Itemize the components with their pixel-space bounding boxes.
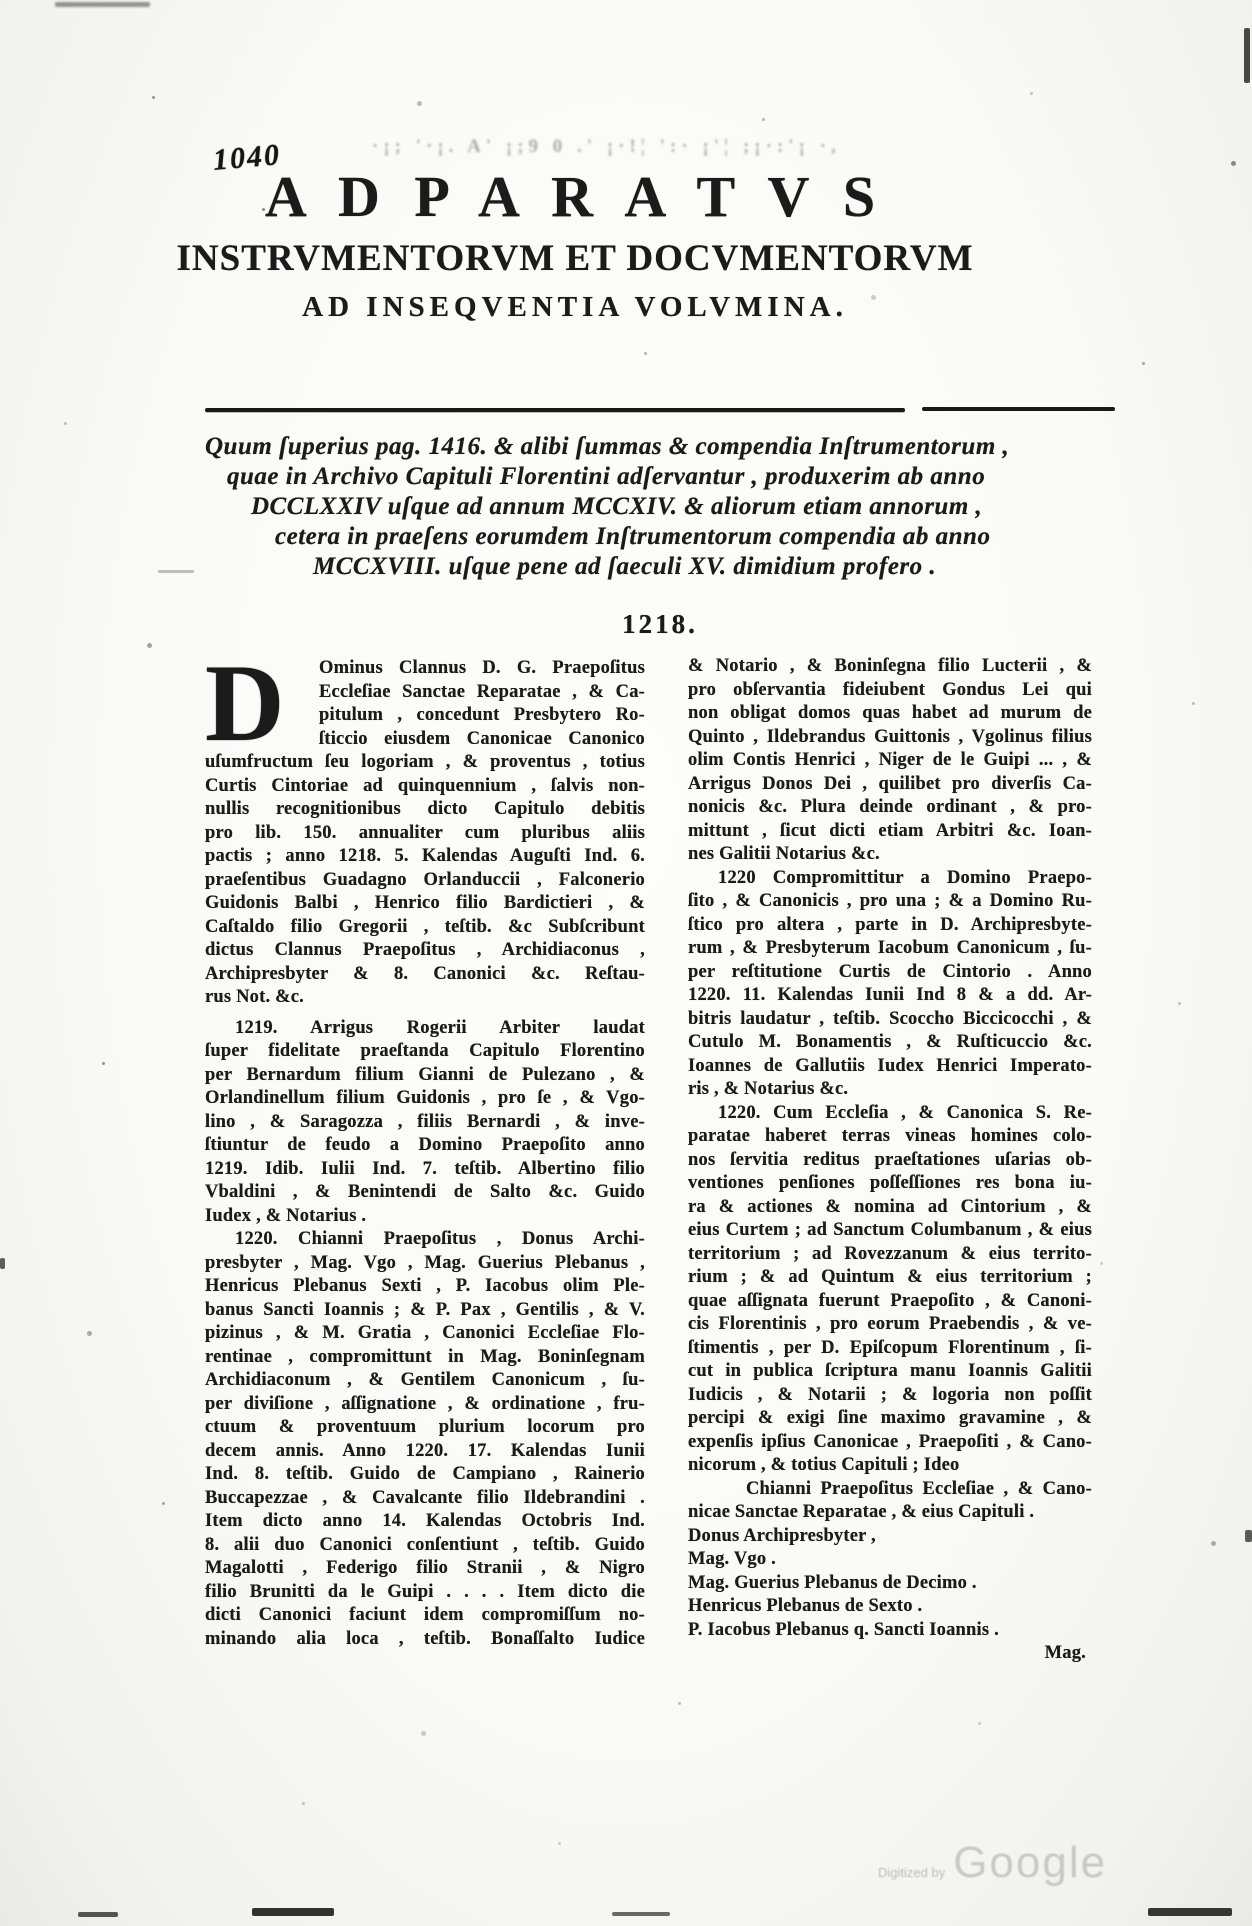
text-line: Guidonis Balbi , Henrico filio Bardictieri , & (205, 893, 645, 913)
text-line: olim Contis Henrici , Niger de le Guipi ... , & (688, 750, 1092, 770)
text-line: ſtico pro altera , parte in D. Archipresbyte- (688, 914, 1092, 935)
text-line: 1220. Cum Eccleſia , & Canonica S. Re- (718, 1102, 1092, 1123)
show-through-marks: ·¡; '·¡. A' ¡;9 0 .' ¡·!¦ ':· ¡'¦ ;¡·:'¡ ·, (372, 136, 841, 157)
text-line: dictus Clannus Praepoſitus , Archidiaconus , (205, 940, 645, 960)
horizontal-rule-left (205, 408, 905, 412)
text-line: rus Not. &c. (205, 987, 304, 1007)
text-line: Ind. 8. teſtib. Guido de Campiano , Rainerio (205, 1464, 645, 1484)
text-line: dicti Canonici faciunt idem compromiſſum no- (205, 1605, 645, 1625)
text-line: per diviſione , aſſignatione , & ordinatione , fru- (205, 1393, 645, 1414)
horizontal-rule-right (922, 407, 1115, 411)
text-line: 8. alii duo Canonici conſentiunt , teſtib. Guido (205, 1534, 645, 1555)
text-line: Orlandinellum filium Guidonis , pro ſe , & Vgo- (205, 1088, 645, 1108)
text-line: cetera in praeſens eorumdem Inſtrumentorum compendia ab anno (275, 523, 991, 550)
text-line: bitris laudatur , teſtib. Scoccho Biccicocchi , & (688, 1008, 1092, 1029)
entry-1218-continuation (688, 655, 1092, 867)
text-line: Caſtaldo filio Gregorii , teſtib. &c Subſcribunt (205, 916, 645, 937)
text-line: DCCLXXIV uſque ad annum MCCXIV. & aliorum etiam annorum , (251, 493, 983, 520)
text-line: banus Sancti Ioannis ; & P. Pax , Gentilis , & V. (205, 1299, 645, 1320)
entry-1219 (205, 1017, 645, 1229)
text-line: ris , & Notarius &c. (688, 1079, 849, 1099)
text-line: pizinus , & M. Gratia , Canonici Eccleſiae Flo- (205, 1323, 645, 1343)
text-line: Mag. Vgo . (688, 1549, 776, 1569)
text-line: Iudicis , & Notarii ; & logoria non poſſit (688, 1384, 1092, 1405)
text-line: nullis recognitionibus dicto Capitulo debitis (205, 799, 645, 819)
text-line: 1220. Chianni Praepoſitus , Donus Archi- (235, 1229, 645, 1249)
text-line: mittunt , ſicut dicti etiam Arbitri &c. Ioan- (688, 820, 1092, 841)
text-line: cut in publica ſcriptura manu Ioannis Galitii (688, 1361, 1092, 1381)
text-line: Ominus Clannus D. G. Praepoſitus (319, 658, 645, 678)
text-line: Magalotti , Federigo filio Stranii , & Nigro (205, 1558, 645, 1578)
text-line: cis Florentinis , pro eorum Praebendis , & ve- (688, 1314, 1092, 1334)
text-line: filio Brunitti da le Guipi . . . . Item dicto die (205, 1581, 645, 1602)
right-column (688, 655, 1092, 1666)
text-line: Curtis Cintoriae ad quinquennium , ſalvis non- (205, 775, 645, 796)
entry-1220-compromittitur (688, 867, 1092, 1102)
page-number: 1040 (211, 138, 283, 177)
text-line: ſuper fidelitate praeſtanda Capitulo Florentino (205, 1041, 645, 1061)
subtitle-line-2: AD INSEQVENTIA VOLVMINA. (302, 291, 848, 323)
text-line: minando alia loca , teſtib. Bonaſſalto Iudice (205, 1628, 645, 1649)
text-line: ſticcio eiusdem Canonicae Canonico (319, 728, 645, 749)
text-line: decem annis. Anno 1220. 17. Kalendas Iunii (205, 1440, 645, 1461)
main-title: A D P A R A T V S (264, 164, 886, 229)
text-line: pitulum , concedunt Presbytero Ro- (319, 705, 645, 725)
text-line: quae in Archivo Capituli Florentini adſervantur , produxerim ab anno (227, 463, 986, 490)
text-line: 1220. 11. Kalendas Iunii Ind 8 & a dd. Ar- (688, 985, 1092, 1005)
section-year-heading: 1218. (622, 609, 698, 639)
text-line: Quinto , Ildebrandus Guittonis , Vgolinus filius (688, 726, 1092, 747)
text-line: expenſis ipſius Canonicae , Praepoſiti , & Cano- (688, 1431, 1092, 1452)
subtitle-line: INSTRVMENTORVM ET DOCVMENTORVM (176, 238, 974, 279)
text-line: nonicis &c. Plura deinde ordinant , & pro- (688, 797, 1092, 817)
text-line: Buccapezzae , & Cavalcante filio Ildebrandini . (205, 1487, 645, 1508)
text-line: Archipresbyter & 8. Canonici &c. Reſtau- (205, 963, 645, 984)
text-line: pactis ; anno 1218. 5. Kalendas Auguſti Ind. 6. (205, 846, 645, 866)
scan-bottom-mark (1148, 1908, 1232, 1916)
entry-1220-left (205, 1228, 645, 1651)
text-line: eius Curtem ; ad Sanctum Columbanum , & eius (688, 1220, 1092, 1240)
text-line: Quum ſuperius pag. 1416. & alibi ſummas & compendia Inſtrumentorum , (205, 433, 1010, 460)
left-column (205, 642, 645, 1651)
text-line: Henricus Plebanus Sexti , P. Iacobus olim Ple- (205, 1276, 645, 1296)
signature-list (688, 1525, 1092, 1643)
google-logo-text: Google (953, 1838, 1108, 1887)
text-line: lino , & Saragozza , filiis Bernardi , & inve- (205, 1111, 645, 1132)
scan-edge-mark (1245, 1530, 1252, 1542)
scan-bottom-mark (612, 1912, 670, 1916)
text-line: P. Iacobus Plebanus q. Sancti Ioannis . (688, 1619, 999, 1640)
text-line: ſito , & Canonicis , pro una ; & a Domino Ru- (688, 891, 1092, 911)
text-line: pro obſervantia fideiubent Gondus Lei qui (688, 679, 1092, 700)
preface-paragraph (205, 432, 1120, 582)
text-line: Vbaldini , & Benintendi de Salto &c. Guido (205, 1182, 645, 1202)
scan-noise-specks (0, 0, 3, 3)
scan-edge-mark (55, 2, 150, 7)
text-line: ra & actiones & nomina ad Cintorium , & (688, 1196, 1092, 1217)
text-line: nos ſervitia reditus praeſtationes uſarias ob- (688, 1149, 1092, 1170)
text-line: pro lib. 150. annualiter cum pluribus aliis (205, 822, 645, 843)
entry-1220-cum-ecclesia (688, 1102, 1092, 1478)
text-line: Ioannes de Gallutiis Iudex Henrici Imperato- (688, 1055, 1092, 1076)
scan-bottom-mark (252, 1908, 334, 1916)
text-line: Henricus Plebanus de Sexto . (688, 1596, 923, 1616)
scan-bottom-mark (78, 1912, 118, 1917)
text-line: Archidiaconum , & Gentilem Canonicum , ſu- (205, 1370, 645, 1390)
text-line: 1220 Compromittitur a Domino Praepo- (718, 867, 1092, 888)
text-line: nicorum , & totius Capituli ; Ideo (688, 1455, 960, 1475)
scan-edge-mark (0, 1258, 5, 1269)
text-line: Mag. Guerius Plebanus de Decimo . (688, 1572, 977, 1593)
text-line: uſumfructum ſeu logoriam , & proventus , totius (205, 752, 645, 772)
text-line: Chianni Praepoſitus Eccleſiae , & Cano- (746, 1478, 1092, 1499)
catchword: Mag. (1044, 1643, 1086, 1663)
text-line: quae aſſignata fuerunt Praepoſito , & Canoni- (688, 1290, 1092, 1311)
text-line: MCCXVIII. uſque pene ad ſaeculi XV. dimidium profero . (313, 553, 937, 580)
text-line: ventiones penſiones poſſeſſiones res bona iu- (688, 1173, 1092, 1193)
text-line: Item dicto anno 14. Kalendas Octobris Ind. (205, 1511, 645, 1531)
digitized-by-label: Digitized by (878, 1865, 946, 1880)
text-line: & Notario , & Boninſegna filio Lucterii , & (688, 656, 1092, 676)
text-line: Cutulo M. Bonamentis , & Ruſticuccio &c. (688, 1032, 1092, 1052)
entry-chianni (688, 1478, 1092, 1525)
text-line: ctuum & proventuum plurium locorum pro (205, 1417, 645, 1437)
text-line: per reſtitutione Curtis de Cintorio . Anno (688, 961, 1092, 982)
text-line: ſtiuntur de feudo a Domino Praepoſito anno (205, 1135, 645, 1155)
text-line: rum , & Presbyterum Iacobum Canonicum , ſu- (688, 938, 1092, 958)
text-line: Iudex , & Notarius . (205, 1205, 367, 1226)
dropcap-initial-D: D (205, 642, 285, 764)
text-line: 1219. Arrigus Rogerii Arbiter laudat (235, 1017, 645, 1038)
text-line: paratae haberet terras vineas homines colo- (688, 1126, 1092, 1146)
text-line: per Bernardum filium Gianni de Pulezano , & (205, 1064, 645, 1085)
text-line: rentinae , compromittunt in Mag. Boninſegnam (205, 1346, 645, 1367)
google-watermark (878, 1838, 1107, 1888)
scan-edge-mark (1244, 28, 1250, 83)
text-line: praeſentibus Guadagno Orlanduccii , Falconerio (205, 869, 645, 890)
text-line: Arrigus Donos Dei , quilibet pro diverſis Ca- (688, 773, 1092, 794)
scan-smudge-mark (158, 570, 194, 573)
text-line: ſtimentis , per D. Epiſcopum Florentinum , ſi- (688, 1337, 1092, 1358)
text-line: presbyter , Mag. Vgo , Mag. Guerius Plebanus , (205, 1252, 645, 1273)
text-line: percipi & exigi ſine maximo gravamine , & (688, 1408, 1092, 1428)
text-line: 1219. Idib. Iulii Ind. 7. teſtib. Albertino filio (205, 1158, 645, 1179)
text-line: Eccleſiae Sanctae Reparatae , & Ca- (319, 681, 645, 702)
text-line: rium ; & ad Quintum & eius territorium ; (688, 1267, 1092, 1287)
text-line: non obligat domos quas habet ad murum de (688, 703, 1092, 723)
text-line: Donus Archipresbyter , (688, 1525, 876, 1546)
text-line: nicae Sanctae Reparatae , & eius Capituli . (688, 1502, 1035, 1522)
text-line: territorium ; ad Rovezzanum & eius territo- (688, 1243, 1092, 1264)
text-line: nes Galitii Notarius &c. (688, 844, 880, 864)
